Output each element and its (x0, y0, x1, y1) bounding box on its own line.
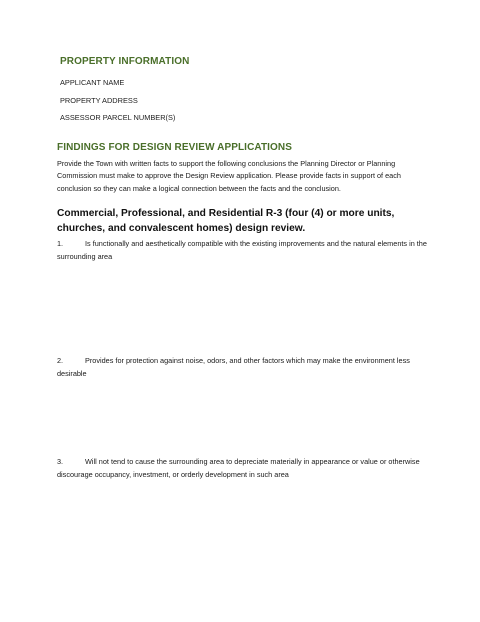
finding-text: Is functionally and aesthetically compatible with the existing improvements and the natural elements in the surrounding area (57, 239, 427, 261)
applicant-name-field[interactable]: APPLICANT NAME (60, 78, 125, 87)
finding-item-1[interactable] (57, 238, 427, 263)
design-review-subheading: Commercial, Professional, and Residential R-3 (four (4) or more units, churches, and convalescent homes) design review. (57, 208, 395, 234)
finding-item-2[interactable] (57, 355, 427, 380)
finding-text: Will not tend to cause the surrounding area to depreciate materially in appearance or value or otherwise discourage occupancy, investment, or orderly development in such area (57, 457, 420, 479)
assessor-parcel-number-field[interactable]: ASSESSOR PARCEL NUMBER(S) (60, 113, 176, 122)
finding-number: 1. (57, 239, 64, 248)
finding-item-3[interactable] (57, 456, 427, 481)
finding-number: 2. (57, 356, 64, 365)
finding-number: 3. (57, 457, 64, 466)
property-information-heading: PROPERTY INFORMATION (60, 56, 190, 67)
findings-heading: FINDINGS FOR DESIGN REVIEW APPLICATIONS (57, 142, 293, 153)
finding-text: Provides for protection against noise, odors, and other factors which may make the environment less desirable (57, 356, 410, 378)
property-address-field[interactable]: PROPERTY ADDRESS (60, 96, 138, 105)
findings-intro: Provide the Town with written facts to support the following conclusions the Planning Director or Planning Commission must make to approve the Design Review application. Please provide facts in support of each conclusion so they can make a logical connection between the facts and the conclusion. (57, 159, 401, 193)
